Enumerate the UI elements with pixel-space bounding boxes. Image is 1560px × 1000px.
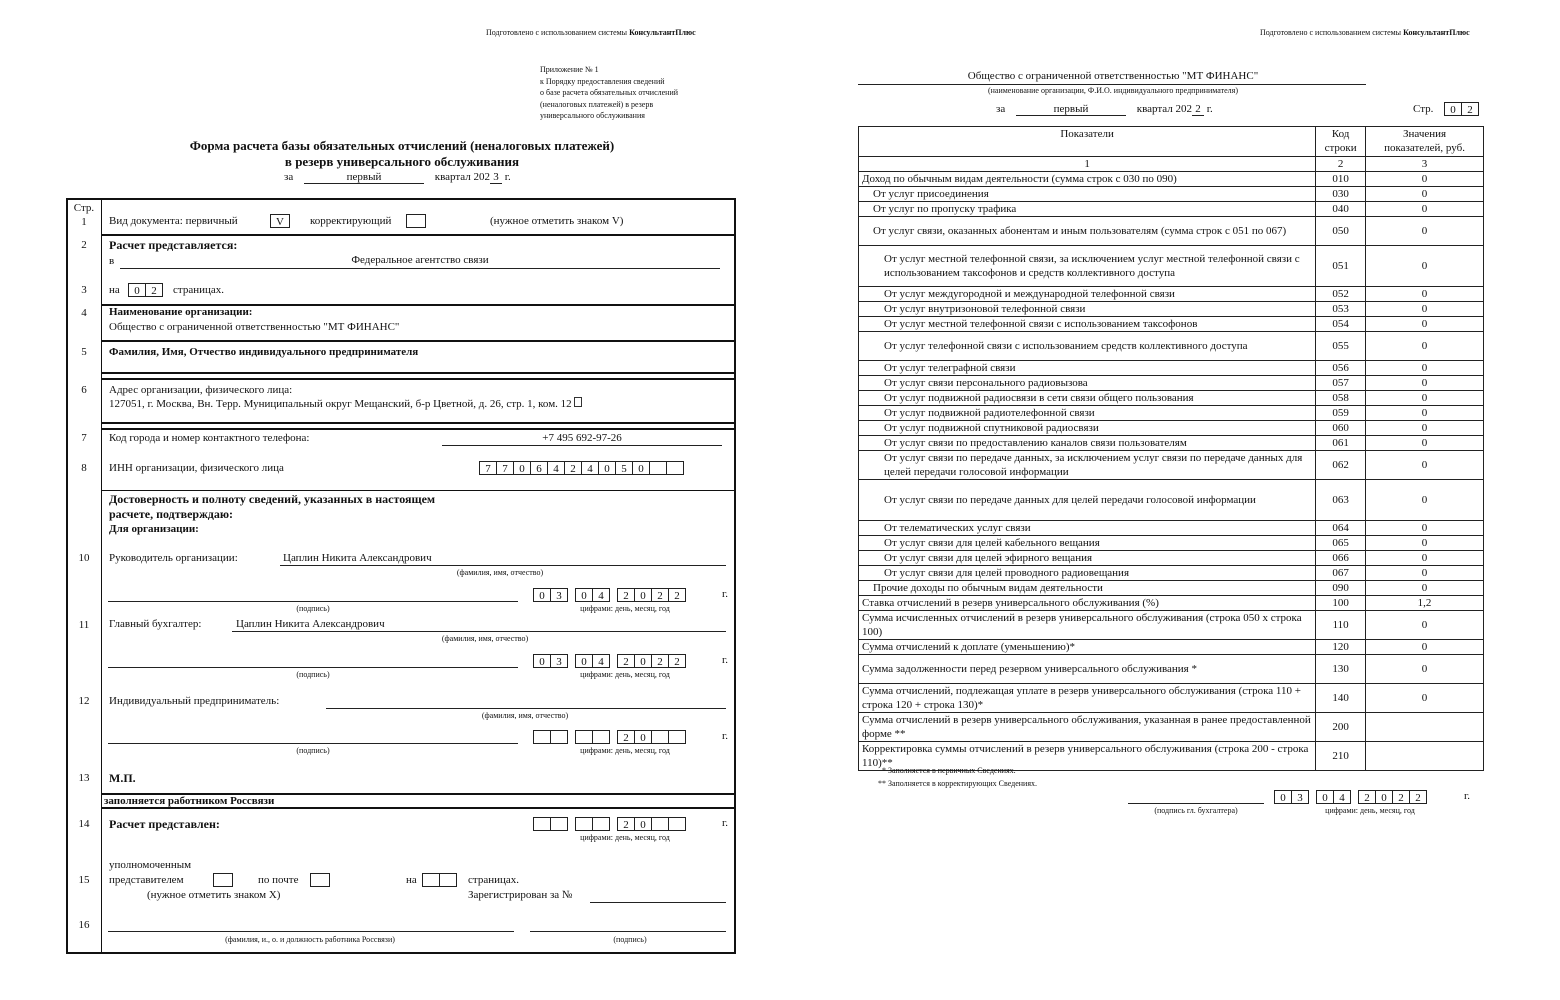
indicator-value[interactable]: [1366, 742, 1484, 771]
indicator-name: От услуг связи по передаче данных для целей передачи голосовой информации: [859, 480, 1316, 521]
inn-label: ИНН организации, физического лица: [109, 462, 284, 474]
mail-checkbox[interactable]: [310, 873, 330, 887]
indicator-row: [859, 451, 1484, 480]
indicator-value[interactable]: 0: [1366, 317, 1484, 332]
indicator-name: От услуг подвижной радиотелефонной связи: [859, 406, 1316, 421]
indicator-value[interactable]: 0: [1366, 551, 1484, 566]
indicator-name: От услуг телефонной связи с использованием средств коллективного доступа: [859, 332, 1316, 361]
indicator-value[interactable]: 0: [1366, 684, 1484, 713]
period-line: за первый квартал 202 3 г.: [284, 171, 511, 183]
indicator-value[interactable]: 1,2: [1366, 596, 1484, 611]
indicator-code: 065: [1316, 536, 1366, 551]
indicator-value[interactable]: 0: [1366, 421, 1484, 436]
indicator-name: От услуг присоединения: [859, 187, 1316, 202]
indicator-value[interactable]: 0: [1366, 361, 1484, 376]
org-name-value: Общество с ограниченной ответственностью "МТ ФИНАНС": [109, 321, 400, 333]
entrepreneur-title: Фамилия, Имя, Отчество индивидуального предпринимателя: [109, 346, 419, 358]
indicator-value[interactable]: 0: [1366, 287, 1484, 302]
submitted-pages[interactable]: [422, 873, 456, 887]
indicator-row: [859, 421, 1484, 436]
indicator-name: От услуг по пропуску трафика: [859, 202, 1316, 217]
director-label: Руководитель организации:: [109, 552, 238, 564]
indicator-value[interactable]: 0: [1366, 640, 1484, 655]
indicator-value[interactable]: 0: [1366, 406, 1484, 421]
indicator-code: 059: [1316, 406, 1366, 421]
indicator-name: Сумма отчислений в резерв универсального обслуживания, указанная в ранее предоставленной форме **: [859, 713, 1316, 742]
accountant-signature-right[interactable]: [1128, 803, 1264, 804]
confirm-title: Достоверность и полноту сведений, указанных в настоящем расчете, подтверждаю:: [109, 492, 436, 521]
indicator-row: [859, 596, 1484, 611]
indicator-value[interactable]: 0: [1366, 480, 1484, 521]
indicator-value[interactable]: 0: [1366, 566, 1484, 581]
footnote-2: ** Заполняется в корректирующих Сведениях.: [878, 779, 1038, 788]
indicator-code: 061: [1316, 436, 1366, 451]
footnote-1: * Заполняется в первичных Сведениях.: [882, 766, 1016, 775]
indicators-table: Показатели Код строки Значения показателей, руб. 1 2 3 Доход по обычным видам деятельности (сумма строк с 030 по 090) 010 0 От услуг присоединения 030 0 От услуг по пропуску трафика 040 0 От услуг связи, оказанных абонентам и иным пользователям (сумма строк с 051 по 067) 050 0 От услуг местной телефонной связи, за исключением услуг местной телефонной связи с использованием таксофонов и средств коллективного доступа 051 0 От услуг междугородной и международной телефонной связи 052 0 От услуг внутризоновой телефонной связи 053 0 От услуг местной телефонной связи с использованием таксофонов 054 0 От услуг телефонной связи с использованием средств коллективного доступа 055 0 От услуг телеграфной связи 056 0 От услуг связи персонального радиовызова 057 0 От услуг подвижной радиосвязи в сети связи общего пользования 058 0 От услуг подвижной радиотелефонной связи 059 0 От услуг подвижной спутниковой радиосвязи 060 0 От услуг связи по предоставлению каналов связи пользователям 061 0 От услуг связи по передаче данных, за исключением услуг связи по передаче данных для целей передачи голосовой информации 062 0 От услуг связи по передаче данных для целей передачи голосовой информации 063 0 От телематических услуг связи 064 0 От услуг связи для целей кабельного вещания 065 0 От услуг связи для целей эфирного вещания 066 0 От услуг связи для целей проводного радиовещания 067 0 Прочие доходы по обычным видам деятельности 090 0 Ставка отчислений в резерв универсального обслуживания (%) 100 1,2 Сумма исчисленных отчислений в резерв универсального обслуживания (строка 050 х строка 100) 110 0 Сумма отчислений к доплате (уменьшению)* 120 0 Сумма задолженности перед резервом универсального обслуживания * 130 0 Сумма отчислений, подлежащая уплате в резерв универсального обслуживания (строка 110 + строка 120 + строка 130)* 140 0 Сумма отчислений в резерв универсального обслуживания, указанная в ранее предоставленной форме ** 200 Корректировка суммы отчислений в резерв универсального обслуживания (строка 200 - строка 110)** 210: [858, 126, 1484, 771]
indicator-code: 051: [1316, 246, 1366, 287]
indicator-value[interactable]: 0: [1366, 302, 1484, 317]
period-line-right: за первый квартал 202 2 г.: [996, 103, 1213, 115]
col-header-code: Код строки: [1316, 127, 1366, 157]
indicator-code: 030: [1316, 187, 1366, 202]
indicator-code: 040: [1316, 202, 1366, 217]
indicator-row: [859, 713, 1484, 742]
accountant-name: Цаплин Никита Александрович: [236, 618, 385, 630]
indicator-code: 010: [1316, 172, 1366, 187]
auth-rep-checkbox[interactable]: [213, 873, 233, 887]
indicator-name: От услуг связи для целей кабельного вещания: [859, 536, 1316, 551]
stamp-place: М.П.: [109, 771, 136, 785]
indicator-name: От услуг связи, оказанных абонентам и иным пользователям (сумма строк с 051 по 067): [859, 217, 1316, 246]
ip-label: Индивидуальный предприниматель:: [109, 695, 280, 707]
date-right[interactable]: 0 3 0 4 2 0 2 2: [1274, 790, 1426, 804]
indicator-row: [859, 317, 1484, 332]
indicator-row: [859, 287, 1484, 302]
inn-boxes[interactable]: 7 7 0 6 4 2 4 0 5 0: [479, 461, 683, 475]
indicator-row: [859, 566, 1484, 581]
submitted-date[interactable]: 2 0: [533, 817, 685, 831]
indicator-code: 057: [1316, 376, 1366, 391]
indicator-code: 062: [1316, 451, 1366, 480]
indicator-name: Ставка отчислений в резерв универсального обслуживания (%): [859, 596, 1316, 611]
left-page: Подготовлено с использованием системы КонсультантПлюс Приложение № 1 к Порядку предоставления сведений о базе расчета обязательных отчислений (неналоговых платежей) в резерв универсального обслуживания Форма расчета базы обязательных отчислений (неналоговых платежей) в резерв универсального обслуживания за первый квартал 202 3 г. Стр. 1 Вид документа: первичный V корректирующий (нужное отметить знаком V) 2 Расчет представляется: в Федеральное агентство связи 3 на 0 2 страницах. 4 Наименование организации: Общество с ограниченной ответственностью "МТ ФИНАНС" 5 Фамилия, Имя, Отчество индивидуального предпринимателя 6 Адрес организации, физического лица: 127051, г. Москва, Вн. Терр. Муниципальный округ Мещанский, б-р Цветной, д. 26, стр. 1, ком. 12 7 Код города и номер контактного телефона: +7 495 692-97-26 8 ИНН организации, физического лица 7 7 0 6 4 2 4 0 5 0 Достоверность и полноту сведений, указанных в настоящем расчете, подтверждаю: Для организации: 10 Руководитель организации: Цаплин Никита Александрович (фамилия, имя, отчество) 0 3 0 4 2 0 2 2 г. (подпись) цифрами: день, месяц, год 11 Главный бухгалтер: Цаплин Никита Александрович (фамилия, имя, отчество) 0 3 0 4 2 0 2 2 г. (подпись) цифрами: день, месяц, год 12 Индивидуальный предприниматель: (фамилия, имя, отчество) 2 0 г. (подпись) цифрами: день, месяц, год 13 М.П. заполняется работником Россвязи 14 Расчет представлен: 2 0 г. цифрами: день, месяц, год уполномоченным 15 представителем по почте на страницах. (нужное отметить знаком X) Зарегистрирован за № 16 (фамилия, и., о. и должность работника Россвязи) (подпись): [0, 0, 780, 1000]
indicator-code: 067: [1316, 566, 1366, 581]
ip-name-line[interactable]: [326, 708, 726, 709]
indicator-name: Доход по обычным видам деятельности (сумма строк с 030 по 090): [859, 172, 1316, 187]
for-org-label: Для организации:: [109, 523, 199, 535]
indicator-name: Прочие доходы по обычным видам деятельности: [859, 581, 1316, 596]
org-cap-right: (наименование организации, Ф.И.О. индивидуального предпринимателя): [987, 86, 1239, 95]
indicator-value[interactable]: 0: [1366, 536, 1484, 551]
indicator-code: 052: [1316, 287, 1366, 302]
indicator-name: Сумма задолженности перед резервом универсального обслуживания *: [859, 655, 1316, 684]
indicator-row: [859, 521, 1484, 536]
indicator-row: [859, 581, 1484, 596]
indicator-row: [859, 551, 1484, 566]
indicator-name: Сумма отчислений, подлежащая уплате в резерв универсального обслуживания (строка 110 + строка 120 + строка 130)*: [859, 684, 1316, 713]
indicator-name: От услуг внутризоновой телефонной связи: [859, 302, 1316, 317]
indicator-value[interactable]: 0: [1366, 655, 1484, 684]
indicator-row: [859, 376, 1484, 391]
indicator-value[interactable]: 0: [1366, 202, 1484, 217]
indicator-row: [859, 655, 1484, 684]
indicator-code: 120: [1316, 640, 1366, 655]
org-name-title: Наименование организации:: [109, 306, 253, 318]
header-note: Подготовлено с использованием системы КонсультантПлюс: [486, 28, 696, 37]
indicator-code: 056: [1316, 361, 1366, 376]
str-label: Стр.: [73, 202, 95, 214]
indicator-name: От услуг подвижной спутниковой радиосвязи: [859, 421, 1316, 436]
director-date[interactable]: 0 3 0 4 2 0 2 2: [533, 588, 685, 602]
indicator-code: 140: [1316, 684, 1366, 713]
indicator-code: 064: [1316, 521, 1366, 536]
indicator-row: [859, 172, 1484, 187]
indicator-code: 058: [1316, 391, 1366, 406]
indicator-value[interactable]: 0: [1366, 332, 1484, 361]
indicator-row: [859, 187, 1484, 202]
submitted-to-title: Расчет представляется:: [109, 238, 238, 252]
indicator-name: От услуг связи по передаче данных, за исключением услуг связи по передаче данных для целей передачи голосовой информации: [859, 451, 1316, 480]
indicator-row: [859, 436, 1484, 451]
indicator-value[interactable]: 0: [1366, 521, 1484, 536]
indicator-code: 054: [1316, 317, 1366, 332]
indicator-name: От услуг междугородной и международной телефонной связи: [859, 287, 1316, 302]
indicator-code: 090: [1316, 581, 1366, 596]
submitted-title: Расчет представлен:: [109, 817, 220, 831]
indicator-value[interactable]: 0: [1366, 376, 1484, 391]
column-divider: [101, 200, 102, 952]
doc-type-label: Вид документа: первичный: [109, 215, 238, 227]
header-note-right: Подготовлено с использованием системы КонсультантПлюс: [1260, 28, 1470, 37]
col-header-value: Значения показателей, руб.: [1366, 127, 1484, 157]
indicator-name: От телематических услуг связи: [859, 521, 1316, 536]
phone-value: +7 495 692-97-26: [542, 432, 622, 444]
indicator-name: От услуг связи для целей проводного радиовещания: [859, 566, 1316, 581]
indicator-code: 110: [1316, 611, 1366, 640]
indicator-value[interactable]: [1366, 713, 1484, 742]
indicator-code: 060: [1316, 421, 1366, 436]
indicator-row: [859, 391, 1484, 406]
accountant-date[interactable]: 0 3 0 4 2 0 2 2: [533, 654, 685, 668]
indicator-row: [859, 217, 1484, 246]
director-signature[interactable]: [108, 601, 518, 602]
indicator-value[interactable]: 0: [1366, 581, 1484, 596]
indicator-value[interactable]: 0: [1366, 172, 1484, 187]
indicator-value[interactable]: 0: [1366, 451, 1484, 480]
indicator-row: [859, 302, 1484, 317]
indicator-name: От услуг телеграфной связи: [859, 361, 1316, 376]
address-label: Адрес организации, физического лица:: [109, 384, 293, 396]
indicator-code: 055: [1316, 332, 1366, 361]
doc-type-corr-label: корректирующий: [310, 215, 392, 227]
appendix-note: Приложение № 1 к Порядку предоставления сведений о базе расчета обязательных отчислений (неналоговых платежей) в резерв универсального обслуживания: [540, 65, 679, 120]
indicator-code: 100: [1316, 596, 1366, 611]
indicator-code: 053: [1316, 302, 1366, 317]
reg-number-line[interactable]: [590, 902, 726, 903]
indicator-row: [859, 480, 1484, 521]
ip-signature[interactable]: [108, 743, 518, 744]
indicator-value[interactable]: 0: [1366, 246, 1484, 287]
phone-label: Код города и номер контактного телефона:: [109, 432, 310, 444]
indicator-code: 050: [1316, 217, 1366, 246]
form-title: Форма расчета базы обязательных отчислений (неналоговых платежей) в резерв универсального обслуживания: [189, 138, 615, 169]
indicator-row: [859, 406, 1484, 421]
indicator-name: От услуг местной телефонной связи, за исключением услуг местной телефонной связи с использованием таксофонов и средств коллективного доступа: [859, 246, 1316, 287]
indicator-name: От услуг связи персонального радиовызова: [859, 376, 1316, 391]
rossvyaz-label: заполняется работником Россвязи: [104, 795, 275, 807]
indicator-row: [859, 640, 1484, 655]
ip-date[interactable]: 2 0: [533, 730, 685, 744]
indicator-code: 210: [1316, 742, 1366, 771]
indicators-body: [859, 172, 1484, 771]
indicator-value[interactable]: 0: [1366, 391, 1484, 406]
indicator-code: 130: [1316, 655, 1366, 684]
agency-value: Федеральное агентство связи: [351, 254, 489, 266]
doc-type-primary-checkbox[interactable]: V: [270, 214, 290, 228]
indicator-row: [859, 361, 1484, 376]
doc-type-note: (нужное отметить знаком V): [490, 215, 624, 227]
indicator-value[interactable]: 0: [1366, 187, 1484, 202]
indicator-name: Корректировка суммы отчислений в резерв универсального обслуживания (строка 200 - строка 110)**: [859, 742, 1316, 771]
indicator-value[interactable]: 0: [1366, 436, 1484, 451]
accountant-signature[interactable]: [108, 667, 518, 668]
col-header-indicators: Показатели: [859, 127, 1316, 157]
indicator-name: От услуг связи для целей эфирного вещания: [859, 551, 1316, 566]
indicator-row: [859, 202, 1484, 217]
page-number-right: 0 2: [1444, 102, 1478, 116]
indicator-row: [859, 332, 1484, 361]
indicator-code: 063: [1316, 480, 1366, 521]
address-value: 127051, г. Москва, Вн. Терр. Муниципальный округ Мещанский, б-р Цветной, д. 26, стр. 1, ком. 12: [109, 397, 582, 410]
indicator-row: [859, 536, 1484, 551]
indicator-name: От услуг подвижной радиосвязи в сети связи общего пользования: [859, 391, 1316, 406]
director-name: Цаплин Никита Александрович: [283, 552, 432, 564]
accountant-label: Главный бухгалтер:: [109, 618, 202, 630]
indicator-row: [859, 611, 1484, 640]
indicator-row: [859, 246, 1484, 287]
indicator-value[interactable]: 0: [1366, 611, 1484, 640]
indicator-code: 200: [1316, 713, 1366, 742]
indicator-name: От услуг связи по предоставлению каналов связи пользователям: [859, 436, 1316, 451]
indicator-name: Сумма отчислений к доплате (уменьшению)*: [859, 640, 1316, 655]
org-name-right: Общество с ограниченной ответственностью "МТ ФИНАНС": [967, 70, 1259, 82]
indicator-value[interactable]: 0: [1366, 217, 1484, 246]
doc-type-corr-checkbox[interactable]: [406, 214, 426, 228]
indicator-name: Сумма исчисленных отчислений в резерв универсального обслуживания (строка 050 х строка 100): [859, 611, 1316, 640]
indicator-row: [859, 684, 1484, 713]
rossvyaz-name-line[interactable]: [108, 931, 514, 932]
indicator-code: 066: [1316, 551, 1366, 566]
pages-count[interactable]: 0 2: [128, 283, 162, 297]
rossvyaz-signature[interactable]: [530, 931, 726, 932]
indicator-name: От услуг местной телефонной связи с использованием таксофонов: [859, 317, 1316, 332]
